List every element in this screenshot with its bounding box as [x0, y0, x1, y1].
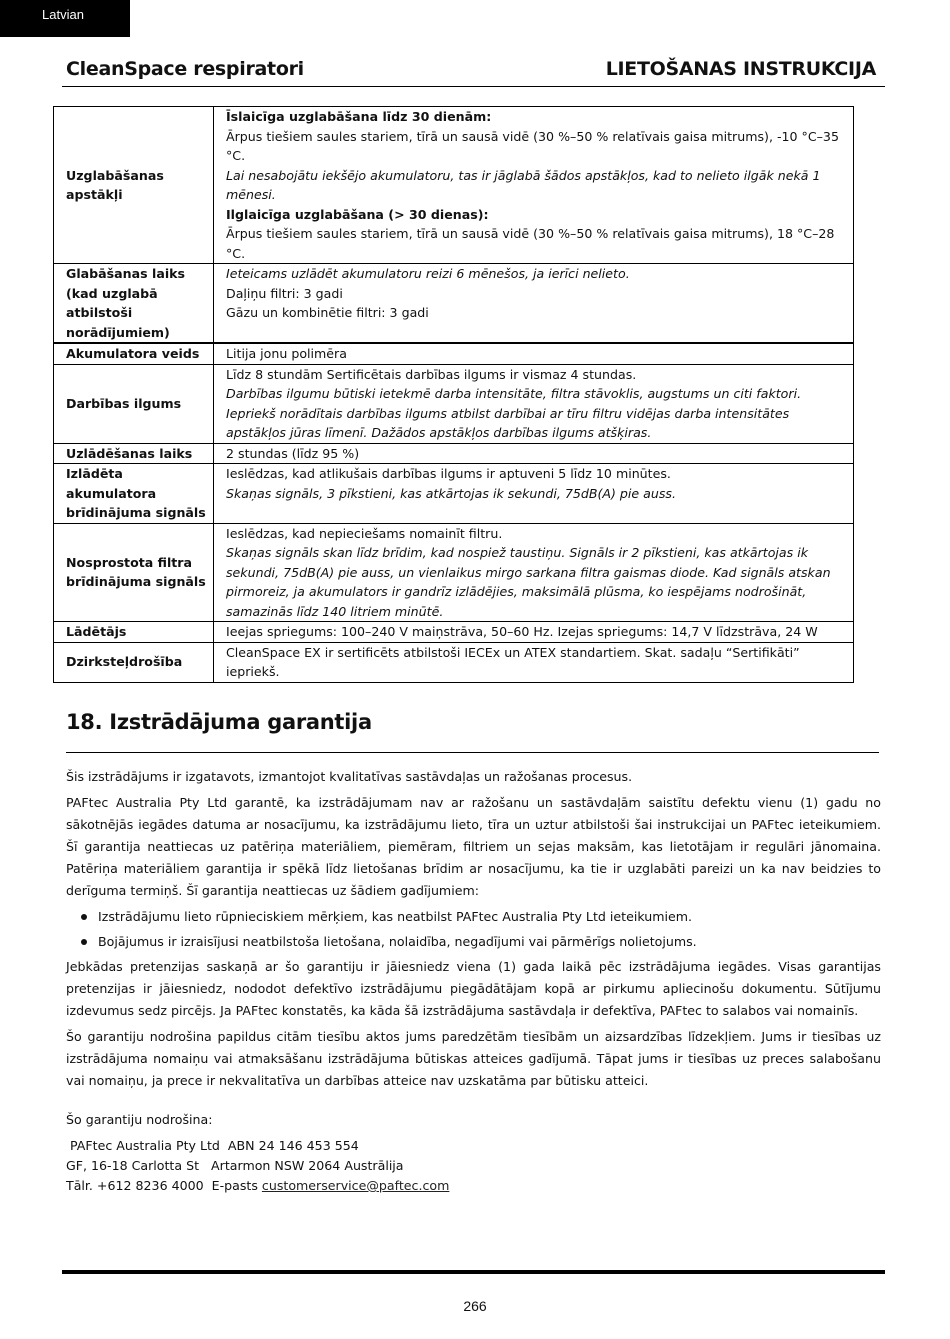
table-row: [54, 464, 854, 524]
exclusions-list: [66, 906, 881, 953]
table-row: [54, 264, 854, 344]
row-value: Litija jonu polimēra: [214, 343, 854, 364]
language-tab: Latvian: [0, 0, 130, 37]
provider-company: PAFtec Australia Pty Ltd ABN 24 146 453 554: [66, 1138, 359, 1153]
low-battery-line: Ieslēdzas, kad atlikušais darbības ilgums ir aptuveni 5 līdz 10 minūtes.: [226, 466, 671, 481]
operating-time-line: Līdz 8 stundām Sertificētais darbības ilgums ir vismaz 4 stundas.: [226, 366, 637, 382]
table-row: [54, 343, 854, 364]
blocked-filter-line: Ieslēdzas, kad nepieciešams nomainīt filtru.: [226, 525, 503, 541]
section-divider: [66, 752, 879, 753]
low-battery-note: Skaņas signāls, 3 pīkstieni, kas atkārtojas ik sekundi, 75dB(A) pie auss.: [226, 485, 676, 501]
long-storage-title: Ilglaicīga uzglabāšana (> 30 dienas):: [226, 206, 489, 222]
row-label: Glabāšanas laiks (kad uzglabā atbilstoši norādījumiem): [54, 264, 214, 344]
table-row: [54, 443, 854, 464]
row-label: Darbības ilgums: [54, 364, 214, 443]
blocked-filter-note: Skaņas signāls skan līdz brīdim, kad nospiež taustiņu. Signāls ir 2 pīkstieni, kas atkārtojas ik sekundi, 75dB(A) pie auss, un vienlaikus mirgo sarkana filtra gaismas diode. Kad signāls atskan pirmoreiz, ja akumulators ir gandrīz izlādējies, maksimālā plūsma, ko iespējams nodrošināt, samazinās līdz 140 litriem minūtē.: [226, 545, 831, 619]
row-label: Nosprostota filtra brīdinājuma signāls: [54, 523, 214, 622]
table-row: [54, 642, 854, 682]
header-document-title: LIETOŠANAS INSTRUKCIJA: [605, 58, 876, 80]
bullet-icon: [81, 914, 87, 920]
long-storage-text: Ārpus tiešiem saules stariem, tīrā un sausā vidē (30 %–50 % relatīvais gaisa mitrums), 18 °C–28 °C.: [226, 226, 835, 261]
email-link[interactable]: customerservice@paftec.com: [261, 1178, 450, 1193]
list-item-text: Bojājumus ir izraisījusi neatbilstoša lietošana, nolaidība, negadījumi vai pārmērīgs nolietojums.: [98, 934, 697, 949]
table-row: [54, 107, 854, 264]
header-divider: [62, 86, 885, 87]
paragraph: Šo garantiju nodrošina papildus citām tiesību aktos jums paredzētām tiesībām un aizsardzības līdzekļiem. Jums ir tiesības uz izstrādājuma nomaiņu vai atmaksāšanu izstrādājuma būtiskas atteices gadījumā. Tāpat jums ir tiesības uz preces salabošanu vai nomaiņu, ja prece ir nekvalitatīva un darbības atteice nav uzskatāma par būtisku atteici.: [66, 1029, 881, 1088]
row-label: Izlādēta akumulatora brīdinājuma signāls: [54, 464, 214, 524]
footer-divider: [62, 1270, 885, 1274]
short-storage-text: Ārpus tiešiem saules stariem, tīrā un sausā vidē (30 %–50 % relatīvais gaisa mitrums), -10 °C–35 °C.: [226, 128, 839, 163]
row-label: Uzlādēšanas laiks: [54, 443, 214, 464]
row-value: [214, 523, 854, 622]
operating-time-note: Darbības ilgumu būtiski ietekmē darba intensitāte, filtra stāvoklis, augstums un citi faktori. Iepriekš norādītais darbības ilgums atbilst darbībai ar tīru filtru vidējas darba intensitātes apstākļos jūras līmenī. Dažādos apstākļos darbības ilgums atšķiras.: [226, 386, 802, 440]
section-heading: 18. Izstrādājuma garantija: [66, 710, 372, 734]
row-value: [214, 264, 854, 344]
bullet-icon: [81, 939, 87, 945]
row-value: [214, 107, 854, 264]
short-storage-title: Īslaicīga uzglabāšana līdz 30 dienām:: [226, 109, 492, 124]
shelf-life-line: Daļiņu filtri: 3 gadi: [226, 285, 343, 301]
warranty-provider: [66, 1110, 449, 1196]
warranty-body: [66, 766, 881, 1096]
row-label: Akumulatora veids: [54, 343, 214, 364]
shelf-life-note: Ieteicams uzlādēt akumulatoru reizi 6 mēnešos, ja ierīci nelieto.: [226, 266, 630, 281]
paragraph: Šis izstrādājums ir izgatavots, izmantojot kvalitatīvas sastāvdaļas un ražošanas procesus.: [66, 769, 633, 784]
page-number: 266: [463, 1298, 487, 1314]
row-value: [214, 464, 854, 524]
list-item: [66, 931, 881, 953]
row-label: Dzirksteļdrošība: [54, 642, 214, 682]
provider-label: Šo garantiju nodrošina:: [66, 1112, 213, 1127]
provider-contact: [66, 1176, 449, 1196]
list-item: [66, 906, 881, 928]
row-label: Uzglabāšanas apstākļi: [54, 107, 214, 264]
list-item-text: Izstrādājumu lieto rūpnieciskiem mērķiem, kas neatbilst PAFtec Australia Pty Ltd ieteikumiem.: [98, 909, 692, 924]
row-value: CleanSpace EX ir sertificēts atbilstoši IECEx un ATEX standartiem. Skat. sadaļu “Sertifikāti” iepriekš.: [214, 642, 854, 682]
provider-phone: Tālr. +612 8236 4000 E-pasts: [66, 1178, 262, 1193]
row-value: 2 stundas (līdz 95 %): [214, 443, 854, 464]
table-row: [54, 622, 854, 643]
header-product-title: CleanSpace respiratori: [66, 58, 304, 80]
shelf-life-line: Gāzu un kombinētie filtri: 3 gadi: [226, 305, 429, 320]
paragraph: Jebkādas pretenzijas saskaņā ar šo garantiju ir jāiesniedz viena (1) gada laikā pēc izstrādājuma iegādes. Visas garantijas pretenzijas ir jāiesniedz, nododot defektīvo izstrādājumu piegādātājam kopā ar pirkumu apliecinošu dokumentu. Sūtījumu izdevumus sedz pircējs. Ja PAFtec konstatēs, ka kāda šā izstrādājuma sastāvdaļa ir defektīva, PAFtec to salabos vai nomainīs.: [66, 959, 881, 1018]
specifications-table: [53, 106, 854, 683]
paragraph: PAFtec Australia Pty Ltd garantē, ka izstrādājumam nav ar ražošanu un sastāvdaļām saistītu defektu vienu (1) gadu no sākotnējās iegādes datuma ar nosacījumu, ka izstrādājumu lieto, tīra un uztur atbilstoši šai instrukcijai un PAFtec ieteikumiem. Šī garantija neattiecas uz patēriņa materiāliem, piemēram, filtriem un sejas maksām, kas lietotājam ir regulāri jānomaina. Patēriņa materiāliem garantija ir spēkā līdz lietošanas brīdim ar nosacījumu, ka tie ir uzglabāti pareizi un ka nav beidzies to derīguma termiņš. Šī garantija neattiecas uz šādiem gadījumiem:: [66, 795, 881, 898]
table-row: [54, 523, 854, 622]
table-row: [54, 364, 854, 443]
short-storage-note: Lai nesabojātu iekšējo akumulatoru, tas ir jāglabā šādos apstākļos, kad to nelieto ilgāk nekā 1 mēnesi.: [226, 167, 821, 202]
provider-address: GF, 16-18 Carlotta St Artarmon NSW 2064 Austrālija: [66, 1158, 404, 1173]
row-label: Lādētājs: [54, 622, 214, 643]
row-value: [214, 364, 854, 443]
row-value: Ieejas spriegums: 100–240 V maiņstrāva, 50–60 Hz. Izejas spriegums: 14,7 V līdzstrāva, 24 W: [214, 622, 854, 643]
